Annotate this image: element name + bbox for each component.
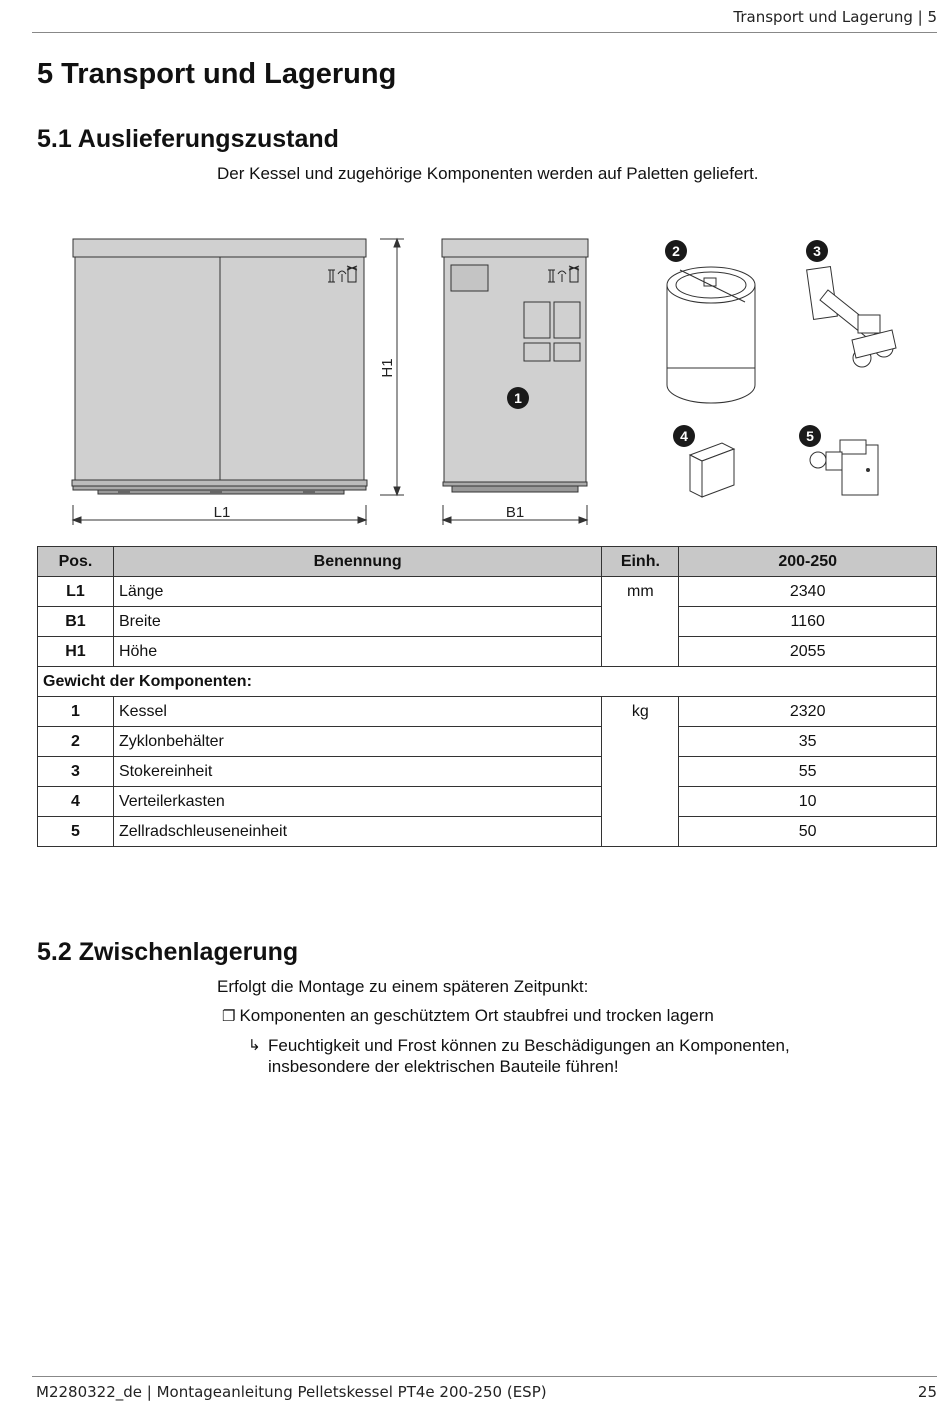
- boiler-front-view: [72, 239, 367, 494]
- row-pos: 2: [38, 727, 114, 757]
- row-value: 2055: [679, 637, 937, 667]
- section-title-5-2: 5.2 Zwischenlagerung: [37, 938, 299, 966]
- section-intro-5-2: Erfolgt die Montage zu einem späteren Zeitpunkt:: [217, 977, 589, 996]
- action-step-text: Komponenten an geschütztem Ort staubfrei und trocken lagern: [239, 1006, 714, 1025]
- checkbox-icon: ❐: [222, 1007, 236, 1025]
- dimension-label-h1: H1: [379, 358, 396, 378]
- delivery-figure: [0, 220, 950, 530]
- table-row: [38, 697, 937, 727]
- callout-2: [665, 240, 687, 262]
- row-value: 1160: [679, 607, 937, 637]
- svg-text:4: 4: [680, 428, 688, 444]
- table-row: [38, 607, 937, 637]
- result-line-2: insbesondere der elektrischen Bauteile führen!: [268, 1057, 619, 1076]
- row-pos: 5: [38, 817, 114, 847]
- result-line-1: Feuchtigkeit und Frost können zu Beschädigungen an Komponenten,: [268, 1036, 790, 1055]
- row-name: Verteilerkasten: [113, 787, 601, 817]
- row-value: 2340: [679, 577, 937, 607]
- row-name: Höhe: [113, 637, 601, 667]
- table-row: [38, 637, 937, 667]
- section-title-5-1: 5.1 Auslieferungszustand: [37, 125, 339, 153]
- table-row: [38, 787, 937, 817]
- row-pos: 4: [38, 787, 114, 817]
- header-name: Benennung: [113, 547, 601, 577]
- action-step: [222, 1006, 714, 1026]
- row-value: 2320: [679, 697, 937, 727]
- rotary-valve-drawing: [810, 440, 878, 495]
- weight-unit: kg: [602, 697, 679, 847]
- stoker-unit-drawing: [807, 267, 896, 367]
- callout-1: [507, 387, 529, 409]
- dimension-label-l1: L1: [213, 504, 231, 521]
- chapter-title: 5 Transport und Lagerung: [37, 58, 397, 90]
- header-unit: Einh.: [602, 547, 679, 577]
- row-name: Stokereinheit: [113, 757, 601, 787]
- result-arrow-icon: ↳: [248, 1036, 261, 1054]
- dimensions-weights-table: [37, 546, 937, 847]
- row-pos: 1: [38, 697, 114, 727]
- running-header: [32, 0, 937, 33]
- svg-text:3: 3: [813, 243, 821, 259]
- header-model: 200-250: [679, 547, 937, 577]
- row-name: Breite: [113, 607, 601, 637]
- row-name: Zellradschleuseneinheit: [113, 817, 601, 847]
- running-title: Transport und Lagerung | 5: [733, 8, 937, 26]
- page-number: 25: [917, 1383, 937, 1401]
- section-intro-5-1: Der Kessel und zugehörige Komponenten werden auf Paletten geliefert.: [217, 164, 759, 183]
- row-value: 50: [679, 817, 937, 847]
- row-value: 35: [679, 727, 937, 757]
- table-row: [38, 577, 937, 607]
- row-pos: L1: [38, 577, 114, 607]
- callout-3: [806, 240, 828, 262]
- weight-heading-row: [38, 667, 937, 697]
- row-name: Kessel: [113, 697, 601, 727]
- row-name: Länge: [113, 577, 601, 607]
- table-row: [38, 727, 937, 757]
- cyclone-container-drawing: [667, 267, 755, 403]
- row-pos: H1: [38, 637, 114, 667]
- weight-heading: Gewicht der Komponenten:: [38, 667, 937, 697]
- callout-5: [799, 425, 821, 447]
- row-name: Zyklonbehälter: [113, 727, 601, 757]
- row-pos: 3: [38, 757, 114, 787]
- svg-text:5: 5: [806, 428, 814, 444]
- row-value: 55: [679, 757, 937, 787]
- result-note: [248, 1035, 790, 1077]
- page-footer: [32, 1376, 937, 1401]
- svg-text:1: 1: [514, 390, 522, 406]
- dimension-unit: mm: [602, 577, 679, 667]
- header-pos: Pos.: [38, 547, 114, 577]
- svg-text:2: 2: [672, 243, 680, 259]
- callout-4: [673, 425, 695, 447]
- boiler-side-view: [442, 239, 588, 492]
- footer-document-id: M2280322_de | Montageanleitung Pelletskessel PT4e 200-250 (ESP): [36, 1383, 547, 1401]
- row-pos: B1: [38, 607, 114, 637]
- distribution-box-drawing: [690, 443, 734, 497]
- table-header-row: [38, 547, 937, 577]
- table-row: [38, 757, 937, 787]
- row-value: 10: [679, 787, 937, 817]
- table-row: [38, 817, 937, 847]
- dimension-label-b1: B1: [505, 504, 525, 521]
